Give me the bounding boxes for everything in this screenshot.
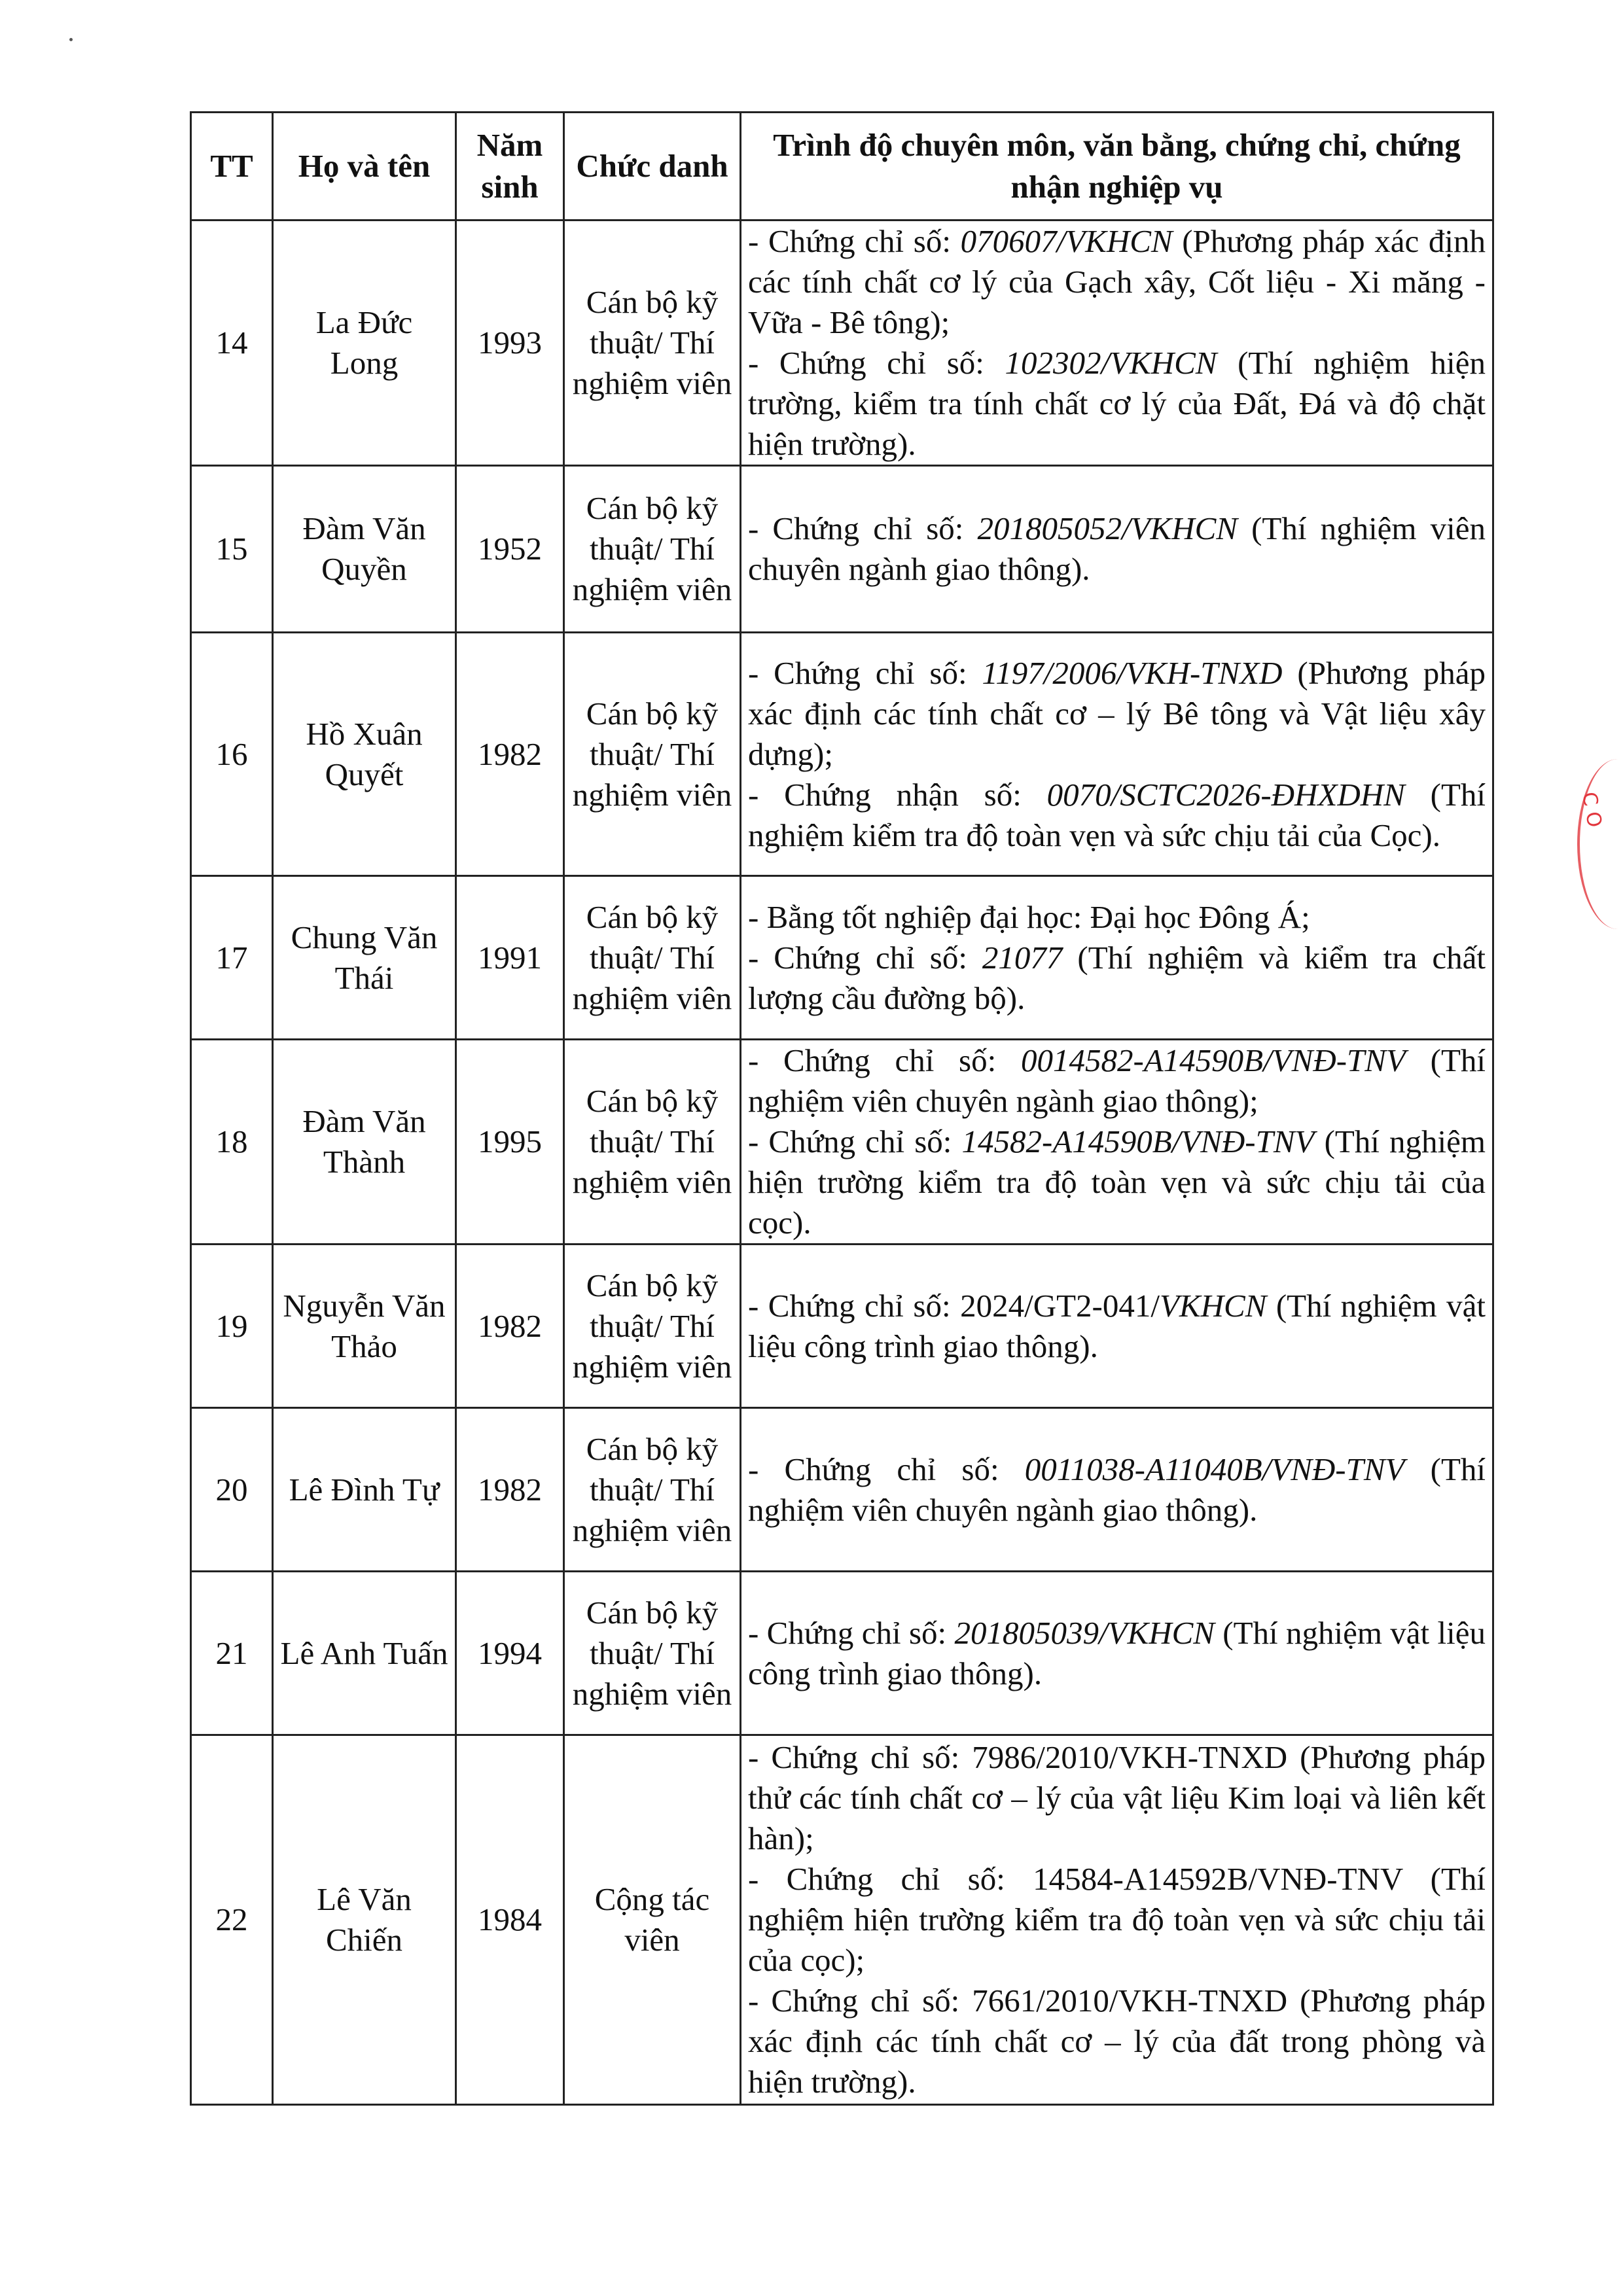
qualification-item bbox=[748, 1286, 1486, 1367]
certificate-number: 21077 bbox=[982, 939, 1063, 976]
qualification-text: (Phương pháp xác định các tính chất cơ – lý Bê tông và Vật liệu xây dựng); bbox=[748, 654, 1486, 772]
row-title: Cán bộ kỹ thuật/ Thí nghiệm viên bbox=[564, 876, 741, 1040]
row-tt: 21 bbox=[191, 1572, 273, 1735]
qualification-item bbox=[748, 938, 1486, 1019]
row-tt: 20 bbox=[191, 1408, 273, 1572]
qualification-item bbox=[748, 775, 1486, 856]
qualification-text: - Chứng chỉ số: bbox=[748, 1123, 962, 1159]
row-title: Cộng tác viên bbox=[564, 1735, 741, 2105]
qualification-text: (Thí nghiệm vật liệu công trình giao thông). bbox=[748, 1287, 1486, 1364]
qualification-text: - Bằng tốt nghiệp đại học: Đại học Đông Á; bbox=[748, 898, 1310, 935]
row-name: Đàm Văn Quyền bbox=[273, 466, 456, 633]
row-tt: 14 bbox=[191, 221, 273, 466]
header-year: Năm sinh bbox=[456, 113, 564, 221]
row-name: Nguyễn Văn Thảo bbox=[273, 1245, 456, 1408]
certificate-number: 0011038-A11040B/VNĐ-TNV bbox=[1024, 1451, 1405, 1487]
qualification-text: (Thí nghiệm hiện trường, kiểm tra tính chất cơ lý của Đất, Đá và độ chặt hiện trường). bbox=[748, 345, 1486, 462]
row-name: La Đức Long bbox=[273, 221, 456, 466]
qualification-item bbox=[748, 508, 1486, 590]
header-row bbox=[191, 113, 1493, 221]
row-qualifications bbox=[741, 1040, 1493, 1245]
row-qualifications bbox=[741, 1408, 1493, 1572]
qualification-item bbox=[748, 1859, 1486, 1981]
row-tt: 18 bbox=[191, 1040, 273, 1245]
qualification-text: - Chứng chỉ số: bbox=[748, 1451, 1025, 1487]
certificate-number: VKHCN bbox=[1159, 1287, 1267, 1324]
staff-table bbox=[190, 111, 1494, 2106]
header-name: Họ và tên bbox=[273, 113, 456, 221]
row-tt: 17 bbox=[191, 876, 273, 1040]
row-qualifications bbox=[741, 1735, 1493, 2105]
row-name: Chung Văn Thái bbox=[273, 876, 456, 1040]
table-row bbox=[191, 1572, 1493, 1735]
qualification-item bbox=[748, 1737, 1486, 1859]
red-stamp-edge bbox=[1577, 759, 1623, 929]
row-name: Lê Văn Chiến bbox=[273, 1735, 456, 2105]
row-title: Cán bộ kỹ thuật/ Thí nghiệm viên bbox=[564, 221, 741, 466]
table-row bbox=[191, 1408, 1493, 1572]
qualification-text: - Chứng chỉ số: 2024/GT2-041/ bbox=[748, 1287, 1160, 1324]
row-name: Đàm Văn Thành bbox=[273, 1040, 456, 1245]
certificate-number: 201805052/VKHCN bbox=[977, 510, 1238, 546]
row-year: 1952 bbox=[456, 466, 564, 633]
header-tt: TT bbox=[191, 113, 273, 221]
row-year: 1982 bbox=[456, 633, 564, 876]
qualification-text: - Chứng chỉ số: bbox=[748, 345, 1005, 381]
qualification-item bbox=[748, 343, 1486, 465]
stamp-fragment: C O bbox=[1577, 790, 1606, 830]
row-year: 1991 bbox=[456, 876, 564, 1040]
row-qualifications bbox=[741, 1245, 1493, 1408]
row-year: 1993 bbox=[456, 221, 564, 466]
certificate-number: 102302/VKHCN bbox=[1005, 345, 1217, 381]
row-title: Cán bộ kỹ thuật/ Thí nghiệm viên bbox=[564, 1040, 741, 1245]
qualification-text: - Chứng chỉ số: bbox=[748, 223, 961, 259]
qualification-text: (Thí nghiệm và kiểm tra chất lượng cầu đường bộ). bbox=[748, 939, 1486, 1016]
qualification-item bbox=[748, 1449, 1486, 1530]
qualification-text: - Chứng chỉ số: bbox=[748, 510, 978, 546]
row-year: 1982 bbox=[456, 1408, 564, 1572]
row-year: 1995 bbox=[456, 1040, 564, 1245]
qualification-item bbox=[748, 897, 1486, 938]
table-row bbox=[191, 221, 1493, 466]
qualification-text: (Thí nghiệm hiện trường kiểm tra độ toàn vẹn và sức chịu tải của cọc). bbox=[748, 1123, 1486, 1241]
certificate-number: 0014582-A14590B/VNĐ-TNV bbox=[1020, 1042, 1406, 1078]
qualification-item bbox=[748, 1981, 1486, 2102]
row-tt: 19 bbox=[191, 1245, 273, 1408]
qualification-text: - Chứng chỉ số: 14584-A14592B/VNĐ-TNV (Thí nghiệm hiện trường kiểm tra độ toàn vẹn và sức chịu tải của cọc); bbox=[748, 1861, 1486, 1978]
qualification-text: - Chứng chỉ số: bbox=[748, 1614, 955, 1651]
row-title: Cán bộ kỹ thuật/ Thí nghiệm viên bbox=[564, 1408, 741, 1572]
row-name: Hồ Xuân Quyết bbox=[273, 633, 456, 876]
row-tt: 22 bbox=[191, 1735, 273, 2105]
certificate-number: 14582-A14590B/VNĐ-TNV bbox=[961, 1123, 1315, 1159]
qualification-text: - Chứng chỉ số: 7661/2010/VKH-TNXD (Phương pháp xác định các tính chất cơ – lý của đất trong phòng và hiện trường). bbox=[748, 1983, 1486, 2100]
row-qualifications bbox=[741, 876, 1493, 1040]
table-row bbox=[191, 466, 1493, 633]
row-tt: 16 bbox=[191, 633, 273, 876]
qualification-text: (Thí nghiệm viên chuyên ngành giao thông); bbox=[748, 1042, 1486, 1119]
row-qualifications bbox=[741, 221, 1493, 466]
scan-speck bbox=[69, 38, 73, 41]
row-qualifications bbox=[741, 1572, 1493, 1735]
qualification-item bbox=[748, 1122, 1486, 1243]
row-title: Cán bộ kỹ thuật/ Thí nghiệm viên bbox=[564, 1572, 741, 1735]
row-qualifications bbox=[741, 633, 1493, 876]
row-year: 1984 bbox=[456, 1735, 564, 2105]
row-year: 1982 bbox=[456, 1245, 564, 1408]
qualification-item bbox=[748, 1613, 1486, 1694]
table-row bbox=[191, 1040, 1493, 1245]
table-row bbox=[191, 876, 1493, 1040]
qualification-text: (Phương pháp xác định các tính chất cơ lý của Gạch xây, Cốt liệu - Xi măng - Vữa - Bê tông); bbox=[748, 223, 1486, 340]
qualification-text: - Chứng chỉ số: bbox=[748, 939, 982, 976]
qualification-text: - Chứng chỉ số: bbox=[748, 1042, 1021, 1078]
row-title: Cán bộ kỹ thuật/ Thí nghiệm viên bbox=[564, 1245, 741, 1408]
row-year: 1994 bbox=[456, 1572, 564, 1735]
row-tt: 15 bbox=[191, 466, 273, 633]
qualification-item bbox=[748, 221, 1486, 343]
table-row bbox=[191, 633, 1493, 876]
qualification-text: (Thí nghiệm kiểm tra độ toàn vẹn và sức chịu tải của Cọc). bbox=[748, 776, 1486, 853]
qualification-text: (Thí nghiệm viên chuyên ngành giao thông). bbox=[748, 510, 1486, 587]
table-row bbox=[191, 1735, 1493, 2105]
row-qualifications bbox=[741, 466, 1493, 633]
qualification-item bbox=[748, 1040, 1486, 1122]
qualification-item bbox=[748, 653, 1486, 775]
certificate-number: 070607/VKHCN bbox=[960, 223, 1173, 259]
qualification-text: - Chứng chỉ số: bbox=[748, 654, 982, 691]
header-title: Chức danh bbox=[564, 113, 741, 221]
qualification-text: (Thí nghiệm vật liệu công trình giao thông). bbox=[748, 1614, 1486, 1691]
qualification-text: - Chứng nhận số: bbox=[748, 776, 1047, 813]
qualification-text: (Thí nghiệm viên chuyên ngành giao thông). bbox=[748, 1451, 1486, 1528]
certificate-number: 1197/2006/VKH-TNXD bbox=[982, 654, 1283, 691]
row-title: Cán bộ kỹ thuật/ Thí nghiệm viên bbox=[564, 466, 741, 633]
certificate-number: 201805039/VKHCN bbox=[954, 1614, 1215, 1651]
row-name: Lê Đình Tự bbox=[273, 1408, 456, 1572]
table-row bbox=[191, 1245, 1493, 1408]
row-name: Lê Anh Tuấn bbox=[273, 1572, 456, 1735]
certificate-number: 0070/SCTC2026-ĐHXDHN bbox=[1046, 776, 1405, 813]
row-title: Cán bộ kỹ thuật/ Thí nghiệm viên bbox=[564, 633, 741, 876]
qualification-text: - Chứng chỉ số: 7986/2010/VKH-TNXD (Phương pháp thử các tính chất cơ – lý của vật liệu Kim loại và liên kết hàn); bbox=[748, 1739, 1486, 1856]
header-qualification: Trình độ chuyên môn, văn bằng, chứng chỉ, chứng nhận nghiệp vụ bbox=[741, 113, 1493, 221]
